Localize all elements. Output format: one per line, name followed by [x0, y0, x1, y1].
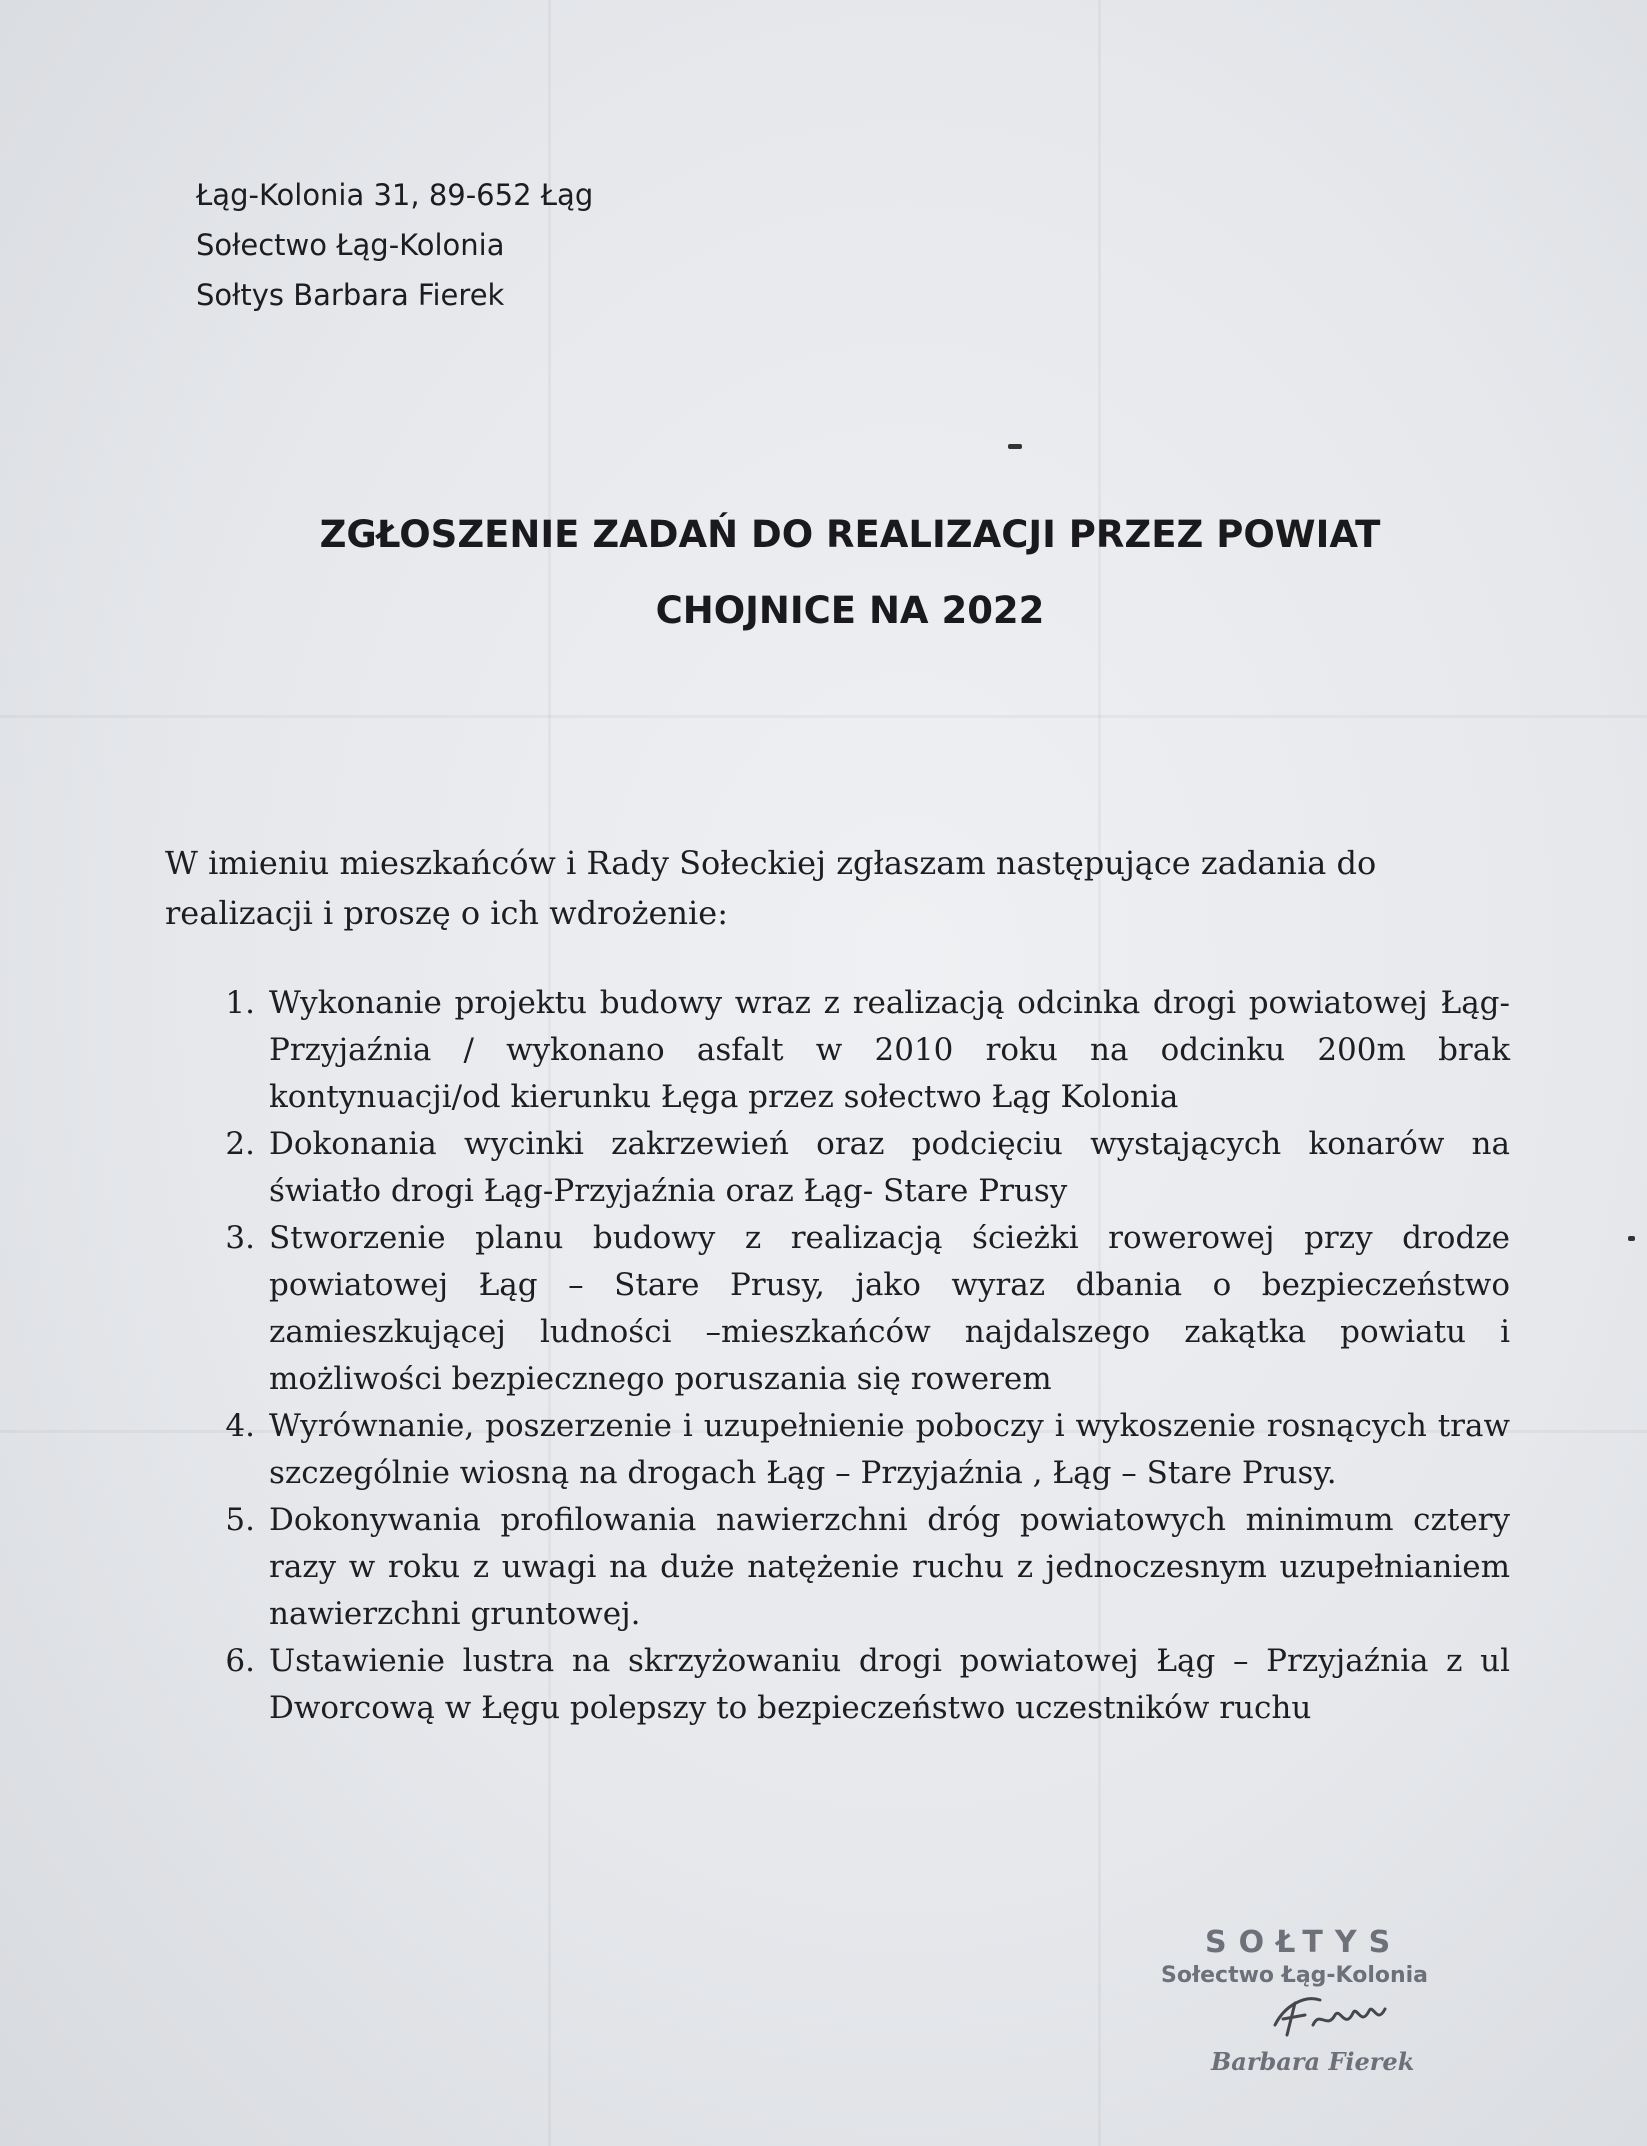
task-text: Dokonywania profilowania nawierzchni dróg powiatowych minimum cztery razy w roku z uwagi na duże natężenie ruchu z jednoczesnym uzupełnianiem nawierzchni gruntowej.: [269, 1502, 1510, 1632]
title-line-2: CHOJNICE NA 2022: [655, 589, 1045, 632]
task-number: 6.: [225, 1643, 255, 1679]
task-item: [205, 1215, 1510, 1403]
task-text: Stworzenie planu budowy z realizacją ścieżki rowerowej przy drodze powiatowej Łąg – Stare Prusy, jako wyraz dbania o bezpieczeństwo zamieszkującej ludności –mieszkańców najdalszego zakątka powiatu i możliwości bezpiecznego poruszania się rowerem: [269, 1220, 1510, 1397]
stamp-unit: Sołectwo Łąg-Kolonia: [1161, 1963, 1429, 1988]
official-stamp: [1145, 1925, 1485, 2085]
task-item: [205, 1497, 1510, 1638]
task-number: 2.: [225, 1126, 255, 1162]
task-text: Wyrównanie, poszerzenie i uzupełnienie poboczy i wykoszenie rosnących traw szczególnie wiosną na drogach Łąg – Przyjaźnia , Łąg – Stare Prusy.: [269, 1408, 1510, 1491]
handwritten-signature: [1265, 1985, 1405, 2045]
task-number: 1.: [225, 985, 255, 1021]
document-title: [200, 497, 1500, 649]
task-number: 3.: [225, 1220, 255, 1256]
task-item: [205, 1403, 1510, 1497]
task-text: Dokonania wycinki zakrzewień oraz podcięciu wystających konarów na światło drogi Łąg-Przyjaźnia oraz Łąg- Stare Prusy: [269, 1126, 1510, 1209]
sender-unit: Sołectwo Łąg-Kolonia: [196, 228, 505, 262]
paper-speck: [1628, 1236, 1635, 1241]
intro-paragraph: W imieniu mieszkańców i Rady Sołeckiej zgłaszam następujące zadania do realizacji i proszę o ich wdrożenie:: [165, 844, 1377, 932]
task-text: Wykonanie projektu budowy wraz z realizacją odcinka drogi powiatowej Łąg-Przyjaźnia / wykonano asfalt w 2010 roku na odcinku 200m brak kontynuacji/od kierunku Łęga przez sołectwo Łąg Kolonia: [269, 985, 1510, 1115]
stamp-name: Barbara Fierek: [1211, 2047, 1415, 2076]
paper-speck: [1008, 444, 1022, 449]
task-item: [205, 1638, 1510, 1732]
task-item: [205, 1121, 1510, 1215]
sender-address: Łąg-Kolonia 31, 89-652 Łąg: [196, 178, 594, 212]
title-line-1: ZGŁOSZENIE ZADAŃ DO REALIZACJI PRZEZ POWIAT: [319, 513, 1381, 556]
task-text: Ustawienie lustra na skrzyżowaniu drogi powiatowej Łąg – Przyjaźnia z ul Dworcową w Łęgu polepszy to bezpieczeństwo uczestników ruchu: [269, 1643, 1510, 1726]
task-number: 4.: [225, 1408, 255, 1444]
task-list: [205, 980, 1510, 1732]
stamp-title: SOŁTYS: [1205, 1925, 1403, 1960]
sender-name: Sołtys Barbara Fierek: [196, 278, 505, 312]
task-number: 5.: [225, 1502, 255, 1538]
sender-block: [196, 170, 593, 320]
paper-crease: [0, 715, 1647, 718]
task-item: [205, 980, 1510, 1121]
